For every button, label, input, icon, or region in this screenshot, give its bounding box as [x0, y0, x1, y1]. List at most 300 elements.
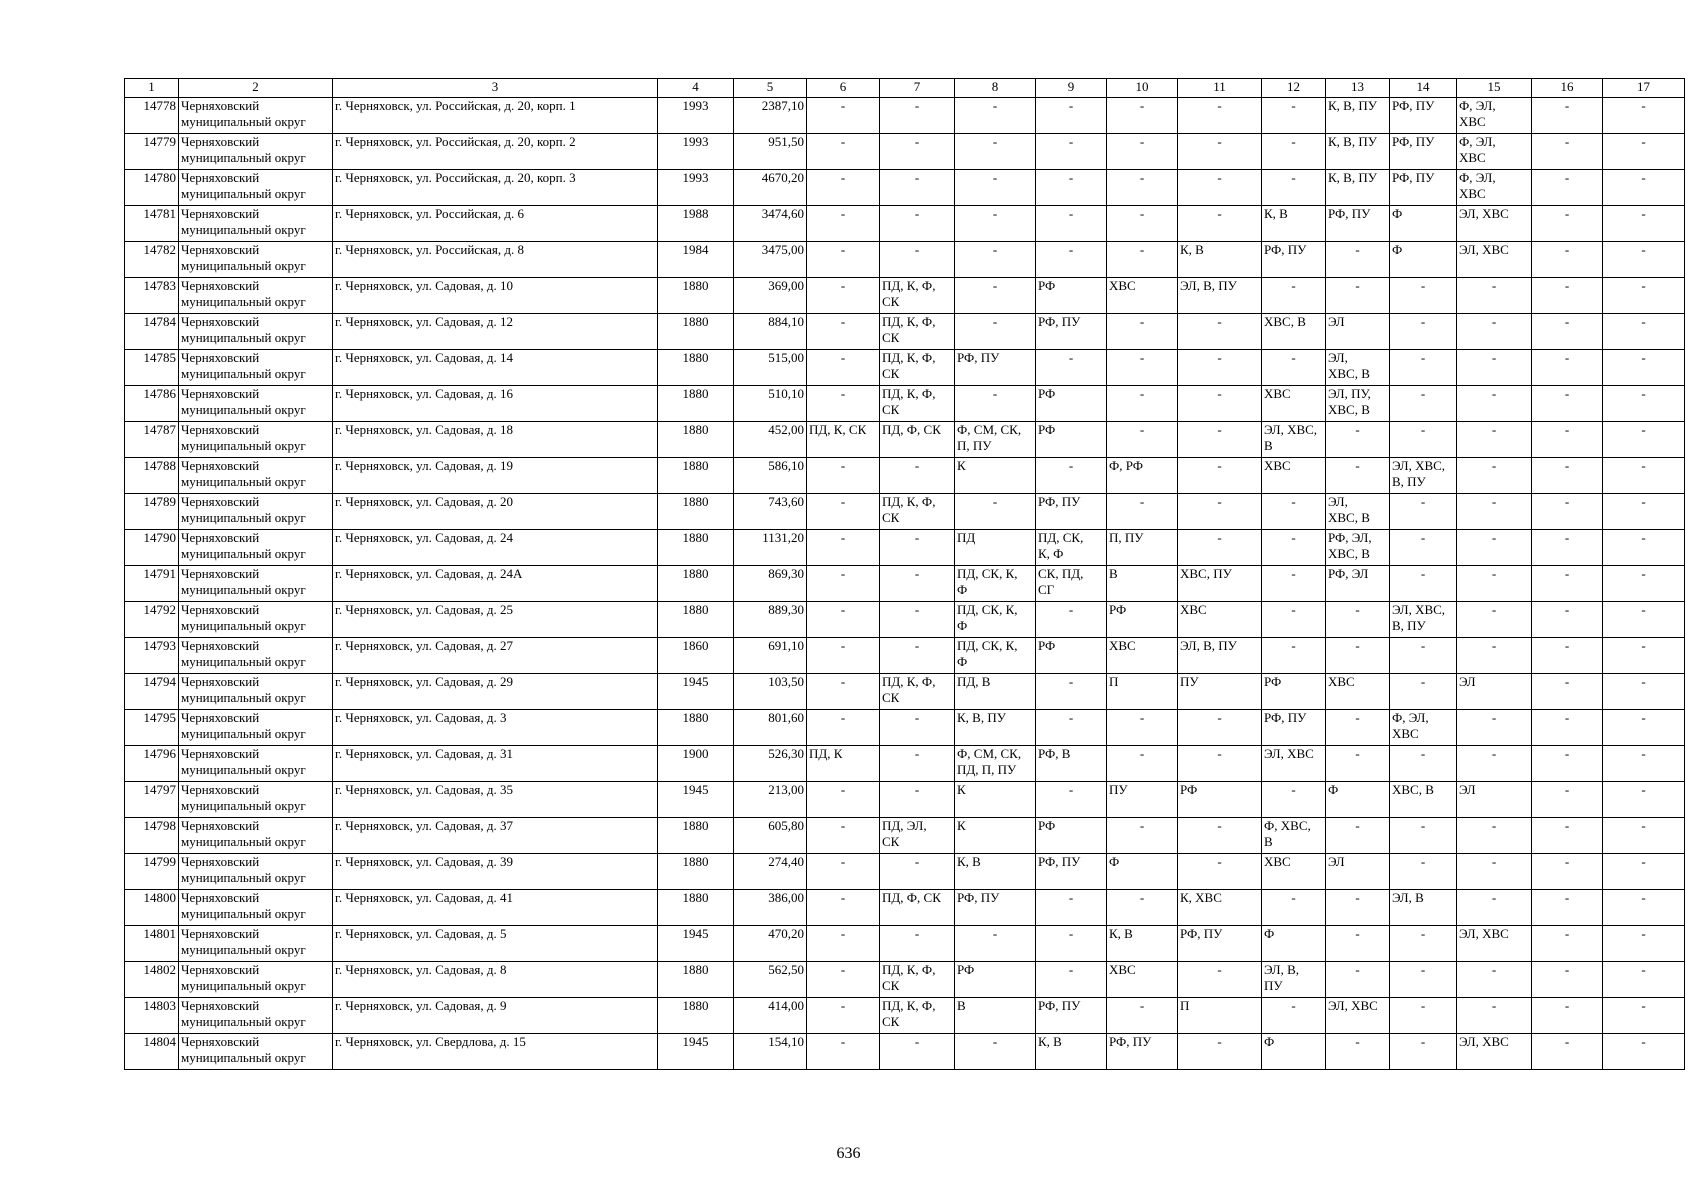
page-number: 636 — [836, 1145, 861, 1162]
header-cell: 17 — [1603, 79, 1685, 98]
address-cell: г. Черняховск, ул. Садовая, д. 5 — [333, 926, 658, 962]
col-16-cell: - — [1532, 602, 1603, 638]
col-8-cell: ПД, СК, К, Ф — [955, 602, 1036, 638]
col-17-cell: - — [1603, 242, 1685, 278]
municipality-cell: Черняховский муниципальный округ — [179, 710, 333, 746]
col-11-cell: - — [1178, 818, 1262, 854]
col-17-cell: - — [1603, 710, 1685, 746]
year-cell: 1880 — [658, 494, 734, 530]
col-7-cell: ПД, К, Ф, СК — [880, 386, 955, 422]
col-10-cell: ПУ — [1107, 782, 1178, 818]
address-cell: г. Черняховск, ул. Садовая, д. 24А — [333, 566, 658, 602]
municipality-cell: Черняховский муниципальный округ — [179, 998, 333, 1034]
col-6-cell: - — [807, 890, 880, 926]
area-cell: 386,00 — [734, 890, 807, 926]
col-16-cell: - — [1532, 242, 1603, 278]
col-14-cell: Ф, ЭЛ, ХВС — [1390, 710, 1457, 746]
col-16-cell: - — [1532, 314, 1603, 350]
col-13-cell: - — [1326, 638, 1390, 674]
municipality-cell: Черняховский муниципальный округ — [179, 890, 333, 926]
col-14-cell: - — [1390, 998, 1457, 1034]
municipality-cell: Черняховский муниципальный округ — [179, 278, 333, 314]
year-cell: 1880 — [658, 422, 734, 458]
col-9-cell: РФ, ПУ — [1036, 314, 1107, 350]
col-6-cell: - — [807, 170, 880, 206]
col-9-cell: - — [1036, 962, 1107, 998]
col-10-cell: - — [1107, 998, 1178, 1034]
year-cell: 1880 — [658, 350, 734, 386]
address-cell: г. Черняховск, ул. Садовая, д. 37 — [333, 818, 658, 854]
row-number-cell: 14801 — [125, 926, 179, 962]
col-9-cell: РФ, ПУ — [1036, 494, 1107, 530]
col-10-cell: - — [1107, 170, 1178, 206]
year-cell: 1880 — [658, 890, 734, 926]
col-6-cell: ПД, К, СК — [807, 422, 880, 458]
address-cell: г. Черняховск, ул. Садовая, д. 10 — [333, 278, 658, 314]
row-number-cell: 14803 — [125, 998, 179, 1034]
col-8-cell: - — [955, 206, 1036, 242]
col-15-cell: - — [1457, 530, 1532, 566]
address-cell: г. Черняховск, ул. Садовая, д. 3 — [333, 710, 658, 746]
col-11-cell: - — [1178, 314, 1262, 350]
header-cell: 10 — [1107, 79, 1178, 98]
row-number-cell: 14794 — [125, 674, 179, 710]
area-cell: 515,00 — [734, 350, 807, 386]
col-9-cell: РФ — [1036, 818, 1107, 854]
col-13-cell: - — [1326, 458, 1390, 494]
address-cell: г. Черняховск, ул. Садовая, д. 35 — [333, 782, 658, 818]
col-13-cell: - — [1326, 962, 1390, 998]
municipality-cell: Черняховский муниципальный округ — [179, 458, 333, 494]
col-7-cell: - — [880, 854, 955, 890]
col-14-cell: - — [1390, 638, 1457, 674]
area-cell: 470,20 — [734, 926, 807, 962]
col-17-cell: - — [1603, 566, 1685, 602]
year-cell: 1880 — [658, 566, 734, 602]
col-11-cell: ЭЛ, В, ПУ — [1178, 638, 1262, 674]
area-cell: 743,60 — [734, 494, 807, 530]
col-6-cell: - — [807, 350, 880, 386]
col-9-cell: - — [1036, 170, 1107, 206]
year-cell: 1880 — [658, 278, 734, 314]
col-12-cell: ХВС — [1262, 458, 1326, 494]
col-12-cell: - — [1262, 602, 1326, 638]
col-15-cell: - — [1457, 602, 1532, 638]
col-16-cell: - — [1532, 566, 1603, 602]
col-11-cell: К, В — [1178, 242, 1262, 278]
col-11-cell: - — [1178, 98, 1262, 134]
col-14-cell: - — [1390, 926, 1457, 962]
col-6-cell: - — [807, 674, 880, 710]
col-8-cell: - — [955, 278, 1036, 314]
header-cell: 12 — [1262, 79, 1326, 98]
address-cell: г. Черняховск, ул. Российская, д. 20, корп. 3 — [333, 170, 658, 206]
table-row — [125, 458, 1685, 494]
header-cell: 5 — [734, 79, 807, 98]
col-15-cell: Ф, ЭЛ, ХВС — [1457, 134, 1532, 170]
col-13-cell: - — [1326, 242, 1390, 278]
col-6-cell: - — [807, 962, 880, 998]
col-15-cell: ЭЛ — [1457, 674, 1532, 710]
col-7-cell: - — [880, 566, 955, 602]
address-cell: г. Черняховск, ул. Садовая, д. 19 — [333, 458, 658, 494]
col-7-cell: - — [880, 746, 955, 782]
area-cell: 213,00 — [734, 782, 807, 818]
address-cell: г. Черняховск, ул. Садовая, д. 8 — [333, 962, 658, 998]
col-11-cell: ЭЛ, В, ПУ — [1178, 278, 1262, 314]
col-16-cell: - — [1532, 278, 1603, 314]
col-10-cell: РФ — [1107, 602, 1178, 638]
area-cell: 1131,20 — [734, 530, 807, 566]
col-11-cell: ХВС — [1178, 602, 1262, 638]
col-8-cell: Ф, СМ, СК, ПД, П, ПУ — [955, 746, 1036, 782]
col-12-cell: - — [1262, 278, 1326, 314]
col-9-cell: РФ, ПУ — [1036, 854, 1107, 890]
table-row — [125, 98, 1685, 134]
col-14-cell: - — [1390, 746, 1457, 782]
row-number-cell: 14797 — [125, 782, 179, 818]
col-12-cell: - — [1262, 566, 1326, 602]
col-15-cell: - — [1457, 746, 1532, 782]
col-7-cell: ПД, ЭЛ, СК — [880, 818, 955, 854]
col-13-cell: - — [1326, 278, 1390, 314]
table-row — [125, 386, 1685, 422]
year-cell: 1993 — [658, 98, 734, 134]
municipality-cell: Черняховский муниципальный округ — [179, 746, 333, 782]
year-cell: 1880 — [658, 530, 734, 566]
year-cell: 1880 — [658, 602, 734, 638]
col-7-cell: - — [880, 170, 955, 206]
area-cell: 562,50 — [734, 962, 807, 998]
col-8-cell: К, В — [955, 854, 1036, 890]
area-cell: 369,00 — [734, 278, 807, 314]
year-cell: 1880 — [658, 998, 734, 1034]
row-number-cell: 14786 — [125, 386, 179, 422]
municipality-cell: Черняховский муниципальный округ — [179, 602, 333, 638]
col-7-cell: - — [880, 602, 955, 638]
col-10-cell: К, В — [1107, 926, 1178, 962]
col-9-cell: - — [1036, 782, 1107, 818]
col-11-cell: - — [1178, 350, 1262, 386]
area-cell: 3475,00 — [734, 242, 807, 278]
municipality-cell: Черняховский муниципальный округ — [179, 386, 333, 422]
address-cell: г. Черняховск, ул. Садовая, д. 18 — [333, 422, 658, 458]
col-6-cell: - — [807, 530, 880, 566]
municipality-cell: Черняховский муниципальный округ — [179, 314, 333, 350]
col-11-cell: - — [1178, 494, 1262, 530]
col-17-cell: - — [1603, 746, 1685, 782]
col-6-cell: - — [807, 278, 880, 314]
col-8-cell: ПД, СК, К, Ф — [955, 638, 1036, 674]
col-11-cell: - — [1178, 422, 1262, 458]
col-7-cell: - — [880, 134, 955, 170]
area-cell: 869,30 — [734, 566, 807, 602]
row-number-cell: 14781 — [125, 206, 179, 242]
municipality-cell: Черняховский муниципальный округ — [179, 422, 333, 458]
address-cell: г. Черняховск, ул. Садовая, д. 20 — [333, 494, 658, 530]
col-11-cell: К, ХВС — [1178, 890, 1262, 926]
col-10-cell: П — [1107, 674, 1178, 710]
col-7-cell: - — [880, 638, 955, 674]
col-17-cell: - — [1603, 458, 1685, 494]
col-15-cell: ЭЛ, ХВС — [1457, 1034, 1532, 1070]
col-10-cell: Ф, РФ — [1107, 458, 1178, 494]
municipality-cell: Черняховский муниципальный округ — [179, 1034, 333, 1070]
address-cell: г. Черняховск, ул. Садовая, д. 16 — [333, 386, 658, 422]
address-cell: г. Черняховск, ул. Свердлова, д. 15 — [333, 1034, 658, 1070]
col-10-cell: РФ, ПУ — [1107, 1034, 1178, 1070]
year-cell: 1993 — [658, 134, 734, 170]
col-13-cell: - — [1326, 746, 1390, 782]
year-cell: 1945 — [658, 674, 734, 710]
col-6-cell: - — [807, 854, 880, 890]
col-16-cell: - — [1532, 422, 1603, 458]
row-number-cell: 14784 — [125, 314, 179, 350]
col-13-cell: ЭЛ, ХВС, В — [1326, 350, 1390, 386]
col-10-cell: - — [1107, 350, 1178, 386]
col-13-cell: - — [1326, 890, 1390, 926]
col-16-cell: - — [1532, 746, 1603, 782]
col-15-cell: ЭЛ — [1457, 782, 1532, 818]
col-7-cell: ПД, К, Ф, СК — [880, 962, 955, 998]
col-15-cell: - — [1457, 458, 1532, 494]
col-7-cell: - — [880, 530, 955, 566]
area-cell: 2387,10 — [734, 98, 807, 134]
col-15-cell: ЭЛ, ХВС — [1457, 926, 1532, 962]
address-cell: г. Черняховск, ул. Садовая, д. 12 — [333, 314, 658, 350]
municipality-cell: Черняховский муниципальный округ — [179, 674, 333, 710]
col-13-cell: ЭЛ — [1326, 854, 1390, 890]
col-15-cell: ЭЛ, ХВС — [1457, 206, 1532, 242]
municipality-cell: Черняховский муниципальный округ — [179, 242, 333, 278]
col-16-cell: - — [1532, 962, 1603, 998]
area-cell: 605,80 — [734, 818, 807, 854]
table-row — [125, 638, 1685, 674]
col-9-cell: - — [1036, 710, 1107, 746]
col-12-cell: ХВС — [1262, 386, 1326, 422]
col-7-cell: ПД, К, Ф, СК — [880, 314, 955, 350]
col-10-cell: ХВС — [1107, 638, 1178, 674]
col-9-cell: - — [1036, 206, 1107, 242]
col-13-cell: К, В, ПУ — [1326, 170, 1390, 206]
table-row — [125, 890, 1685, 926]
col-16-cell: - — [1532, 890, 1603, 926]
municipality-cell: Черняховский муниципальный округ — [179, 98, 333, 134]
col-8-cell: К — [955, 458, 1036, 494]
col-15-cell: - — [1457, 278, 1532, 314]
col-14-cell: - — [1390, 854, 1457, 890]
col-15-cell: - — [1457, 818, 1532, 854]
year-cell: 1993 — [658, 170, 734, 206]
col-15-cell: - — [1457, 494, 1532, 530]
col-13-cell: ЭЛ, ПУ, ХВС, В — [1326, 386, 1390, 422]
col-12-cell: - — [1262, 782, 1326, 818]
col-12-cell: - — [1262, 998, 1326, 1034]
col-12-cell: РФ, ПУ — [1262, 242, 1326, 278]
col-14-cell: - — [1390, 1034, 1457, 1070]
col-16-cell: - — [1532, 926, 1603, 962]
row-number-cell: 14804 — [125, 1034, 179, 1070]
area-cell: 274,40 — [734, 854, 807, 890]
col-11-cell: ПУ — [1178, 674, 1262, 710]
col-10-cell: - — [1107, 818, 1178, 854]
col-8-cell: - — [955, 98, 1036, 134]
table-row — [125, 674, 1685, 710]
col-17-cell: - — [1603, 1034, 1685, 1070]
col-6-cell: - — [807, 926, 880, 962]
col-13-cell: ЭЛ — [1326, 314, 1390, 350]
col-16-cell: - — [1532, 674, 1603, 710]
col-12-cell: - — [1262, 494, 1326, 530]
col-15-cell: - — [1457, 350, 1532, 386]
col-10-cell: - — [1107, 422, 1178, 458]
col-14-cell: ЭЛ, ХВС, В, ПУ — [1390, 602, 1457, 638]
col-8-cell: - — [955, 926, 1036, 962]
year-cell: 1945 — [658, 782, 734, 818]
col-17-cell: - — [1603, 602, 1685, 638]
address-cell: г. Черняховск, ул. Садовая, д. 39 — [333, 854, 658, 890]
municipality-cell: Черняховский муниципальный округ — [179, 350, 333, 386]
year-cell: 1880 — [658, 458, 734, 494]
col-16-cell: - — [1532, 206, 1603, 242]
col-8-cell: ПД, В — [955, 674, 1036, 710]
table-row — [125, 278, 1685, 314]
col-10-cell: ХВС — [1107, 278, 1178, 314]
col-8-cell: - — [955, 170, 1036, 206]
col-16-cell: - — [1532, 998, 1603, 1034]
header-cell: 2 — [179, 79, 333, 98]
area-cell: 103,50 — [734, 674, 807, 710]
col-6-cell: - — [807, 998, 880, 1034]
municipality-cell: Черняховский муниципальный округ — [179, 638, 333, 674]
table-row — [125, 854, 1685, 890]
col-14-cell: - — [1390, 566, 1457, 602]
header-cell: 7 — [880, 79, 955, 98]
table-row — [125, 494, 1685, 530]
col-13-cell: - — [1326, 710, 1390, 746]
col-9-cell: СК, ПД, СГ — [1036, 566, 1107, 602]
col-10-cell: - — [1107, 710, 1178, 746]
col-8-cell: - — [955, 242, 1036, 278]
header-row — [125, 79, 1685, 98]
col-9-cell: РФ — [1036, 638, 1107, 674]
col-17-cell: - — [1603, 890, 1685, 926]
col-9-cell: - — [1036, 242, 1107, 278]
col-11-cell: РФ — [1178, 782, 1262, 818]
table-row — [125, 134, 1685, 170]
col-14-cell: РФ, ПУ — [1390, 98, 1457, 134]
col-12-cell: - — [1262, 170, 1326, 206]
col-15-cell: ЭЛ, ХВС — [1457, 242, 1532, 278]
row-number-cell: 14791 — [125, 566, 179, 602]
year-cell: 1880 — [658, 314, 734, 350]
col-12-cell: - — [1262, 638, 1326, 674]
col-6-cell: - — [807, 314, 880, 350]
col-13-cell: - — [1326, 926, 1390, 962]
address-cell: г. Черняховск, ул. Российская, д. 6 — [333, 206, 658, 242]
table-row — [125, 602, 1685, 638]
col-9-cell: - — [1036, 98, 1107, 134]
col-8-cell: Ф, СМ, СК, П, ПУ — [955, 422, 1036, 458]
col-16-cell: - — [1532, 386, 1603, 422]
year-cell: 1880 — [658, 854, 734, 890]
col-8-cell: ПД — [955, 530, 1036, 566]
col-7-cell: - — [880, 242, 955, 278]
col-14-cell: Ф — [1390, 206, 1457, 242]
col-17-cell: - — [1603, 782, 1685, 818]
col-12-cell: ЭЛ, В, ПУ — [1262, 962, 1326, 998]
row-number-cell: 14796 — [125, 746, 179, 782]
col-9-cell: - — [1036, 134, 1107, 170]
address-cell: г. Черняховск, ул. Садовая, д. 41 — [333, 890, 658, 926]
col-6-cell: - — [807, 494, 880, 530]
table-row — [125, 350, 1685, 386]
col-15-cell: - — [1457, 890, 1532, 926]
col-6-cell: - — [807, 710, 880, 746]
col-17-cell: - — [1603, 170, 1685, 206]
row-number-cell: 14778 — [125, 98, 179, 134]
col-13-cell: РФ, ЭЛ — [1326, 566, 1390, 602]
table-row — [125, 926, 1685, 962]
municipality-cell: Черняховский муниципальный округ — [179, 566, 333, 602]
col-10-cell: - — [1107, 206, 1178, 242]
year-cell: 1880 — [658, 710, 734, 746]
col-13-cell: РФ, ПУ — [1326, 206, 1390, 242]
area-cell: 3474,60 — [734, 206, 807, 242]
col-15-cell: Ф, ЭЛ, ХВС — [1457, 98, 1532, 134]
col-14-cell: ЭЛ, В — [1390, 890, 1457, 926]
col-12-cell: - — [1262, 350, 1326, 386]
col-14-cell: - — [1390, 494, 1457, 530]
col-17-cell: - — [1603, 638, 1685, 674]
col-9-cell: - — [1036, 926, 1107, 962]
col-7-cell: ПД, К, Ф, СК — [880, 674, 955, 710]
col-6-cell: - — [807, 98, 880, 134]
col-12-cell: - — [1262, 98, 1326, 134]
area-cell: 801,60 — [734, 710, 807, 746]
row-number-cell: 14788 — [125, 458, 179, 494]
header-cell: 4 — [658, 79, 734, 98]
col-9-cell: РФ, ПУ — [1036, 998, 1107, 1034]
table-row — [125, 998, 1685, 1034]
col-6-cell: - — [807, 386, 880, 422]
col-13-cell: - — [1326, 818, 1390, 854]
col-14-cell: Ф — [1390, 242, 1457, 278]
col-8-cell: ПД, СК, К, Ф — [955, 566, 1036, 602]
header-cell: 16 — [1532, 79, 1603, 98]
col-13-cell: - — [1326, 602, 1390, 638]
year-cell: 1984 — [658, 242, 734, 278]
col-9-cell: РФ — [1036, 278, 1107, 314]
col-10-cell: - — [1107, 314, 1178, 350]
row-number-cell: 14783 — [125, 278, 179, 314]
col-8-cell: - — [955, 314, 1036, 350]
col-12-cell: - — [1262, 890, 1326, 926]
col-16-cell: - — [1532, 1034, 1603, 1070]
col-14-cell: ЭЛ, ХВС, В, ПУ — [1390, 458, 1457, 494]
col-17-cell: - — [1603, 674, 1685, 710]
municipality-cell: Черняховский муниципальный округ — [179, 206, 333, 242]
col-13-cell: - — [1326, 422, 1390, 458]
col-6-cell: ПД, К — [807, 746, 880, 782]
col-11-cell: - — [1178, 962, 1262, 998]
col-13-cell: К, В, ПУ — [1326, 98, 1390, 134]
table-row — [125, 818, 1685, 854]
area-cell: 452,00 — [734, 422, 807, 458]
row-number-cell: 14792 — [125, 602, 179, 638]
col-6-cell: - — [807, 602, 880, 638]
col-7-cell: - — [880, 98, 955, 134]
